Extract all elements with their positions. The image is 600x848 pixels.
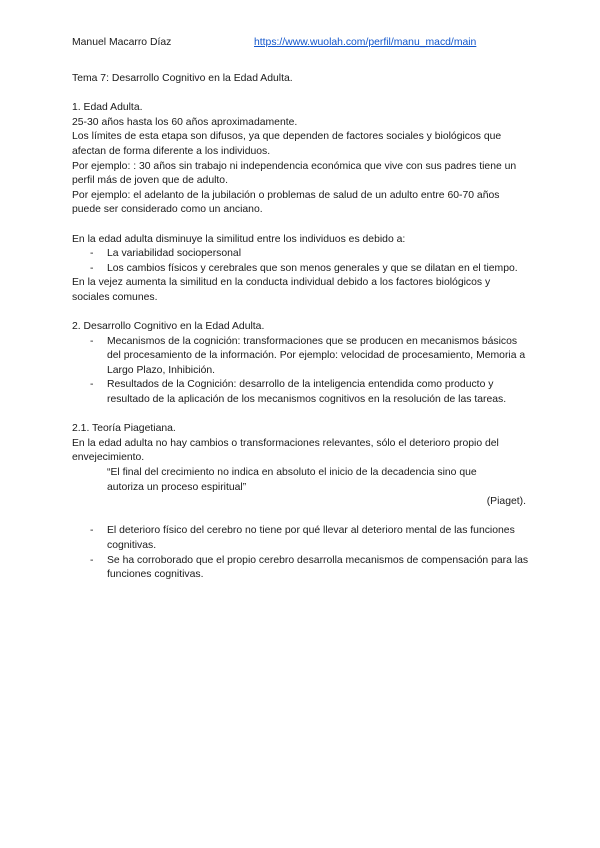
bullet-mark: - — [90, 335, 94, 347]
author-name: Manuel Macarro Díaz — [72, 37, 172, 48]
paragraph: En la edad adulta disminuye la similitud entre los individuos es debido a: — [72, 233, 406, 245]
list-item-text: La variabilidad sociopersonal — [107, 248, 242, 260]
list-item-text: Resultados de la Cognición: desarrollo de la inteligencia entendida como producto y resultado de la aplicación de los mecanismos cognitivos en la resolución de las tareas. — [107, 379, 507, 406]
list-item-text: Mecanismos de la cognición: transformaciones que se producen en mecanismos básicos del procesamiento de la información. Por ejemplo: velocidad de procesamiento, Memoria a Largo Plazo, Inhibición. — [107, 335, 526, 376]
bullet-list — [72, 335, 530, 408]
paragraph: 25-30 años hasta los 60 años aproximadamente. — [72, 116, 298, 128]
section-1-heading: 1. Edad Adulta. — [72, 102, 143, 114]
bullet-mark: - — [90, 554, 94, 566]
bullet-mark: - — [90, 248, 94, 260]
list-item — [72, 554, 530, 583]
list-item — [72, 247, 530, 262]
section-2-1-heading: 2.1. Teoría Piagetiana. — [72, 423, 176, 435]
quote-citation: (Piaget). — [486, 496, 526, 508]
list-item — [72, 378, 530, 407]
paragraph: Por ejemplo: el adelanto de la jubilación o problemas de salud de un adulto entre 60-70 años puede ser considerado como un anciano. — [72, 189, 500, 216]
profile-link[interactable]: https://www.wuolah.com/perfil/manu_macd/main — [254, 37, 477, 48]
paragraph: Por ejemplo: : 30 años sin trabajo ni independencia económica que vive con sus padres tiene un perfil más de joven que de adulto. — [72, 160, 517, 187]
bullet-mark: - — [90, 525, 94, 537]
list-item-text: Los cambios físicos y cerebrales que son menos generales y que se dilatan en el tiempo. — [107, 262, 518, 274]
document-body — [72, 72, 530, 583]
list-item-text: El deterioro físico del cerebro no tiene por qué llevar al deterioro mental de las funciones cognitivas. — [107, 525, 515, 551]
bullet-mark: - — [90, 262, 94, 274]
list-item — [72, 335, 530, 379]
quote: “El final del crecimiento no indica en absoluto el inicio de la decadencia sino que autoriza un proceso espiritual” — [107, 467, 477, 493]
paragraph: Los límites de esta etapa son difusos, ya que dependen de factores sociales y biológicos que afectan de forma diferente a los individuos. — [72, 131, 502, 157]
section-2-heading: 2. Desarrollo Cognitivo en la Edad Adulta. — [72, 321, 265, 333]
bullet-mark: - — [90, 379, 94, 391]
paragraph: En la edad adulta no hay cambios o transformaciones relevantes, sólo el deterioro propio del envejecimiento. — [72, 437, 499, 464]
list-item-text: Se ha corroborado que el propio cerebro desarrolla mecanismos de compensación para las funciones cognitivas. — [107, 554, 529, 581]
bullet-list — [72, 524, 530, 582]
list-item — [72, 524, 530, 553]
document-title: Tema 7: Desarrollo Cognitivo en la Edad Adulta. — [72, 73, 293, 84]
paragraph: En la vejez aumenta la similitud en la conducta individual debido a los factores biológicos y sociales comunes. — [72, 277, 491, 303]
page-header — [72, 36, 532, 52]
list-item — [72, 262, 530, 277]
bullet-list — [72, 247, 530, 276]
